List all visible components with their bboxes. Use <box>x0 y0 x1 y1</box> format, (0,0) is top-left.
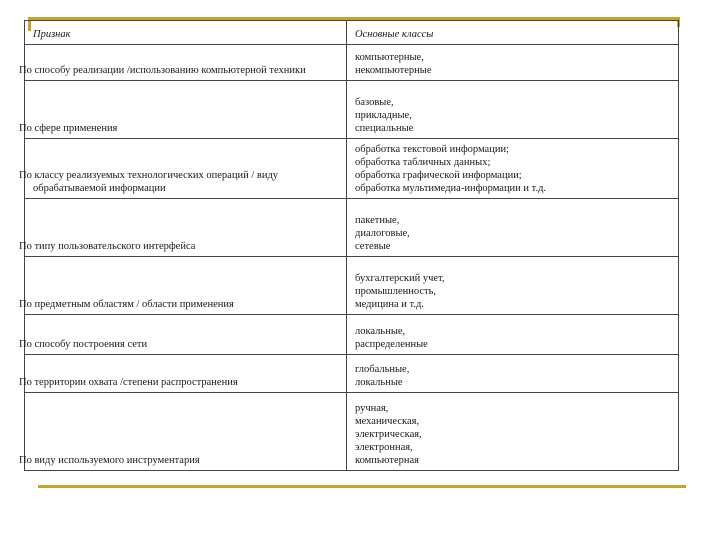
classes-cell <box>347 257 679 315</box>
header-row <box>25 21 679 45</box>
class-item: обработка графической информации; <box>355 170 522 181</box>
classes-cell <box>347 393 679 471</box>
class-item: локальные <box>355 377 403 388</box>
class-item: обработка табличных данных; <box>355 157 491 168</box>
class-item: прикладные, <box>355 110 412 121</box>
table-row <box>25 139 679 199</box>
feature-cell: По предметным областям / области применения <box>25 257 347 315</box>
table-row <box>25 355 679 393</box>
classes-cell <box>347 315 679 355</box>
header-feature: Признак <box>25 21 347 45</box>
class-item: компьютерные, <box>355 52 424 63</box>
class-item: распределенные <box>355 339 428 350</box>
class-item: обработка мультимедиа-информации и т.д. <box>355 183 547 194</box>
class-item: некомпьютерные <box>355 65 432 76</box>
classes-cell <box>347 199 679 257</box>
table-body <box>19 45 679 471</box>
class-item: пакетные, <box>355 215 400 226</box>
classes-cell <box>347 139 679 199</box>
class-item: медицина и т.д. <box>355 299 424 310</box>
classification-table <box>19 20 679 471</box>
table-row <box>25 315 679 355</box>
feature-cell: По способу построения сети <box>25 315 347 355</box>
class-item: ручная, <box>355 403 389 414</box>
table-row <box>25 257 679 315</box>
feature-cell: По классу реализуемых технологических операций / виду обрабатываемой информации <box>25 139 347 199</box>
class-item: специальные <box>355 123 414 134</box>
class-item: локальные, <box>355 326 406 337</box>
class-item: электронная, <box>355 442 413 453</box>
class-item: промышленность, <box>355 286 437 297</box>
class-item: сетевые <box>355 241 391 252</box>
feature-cell: По территории охвата /степени распространения <box>25 355 347 393</box>
classes-cell <box>347 45 679 81</box>
class-item: бухгалтерский учет, <box>355 273 445 284</box>
feature-cell: По сфере применения <box>25 81 347 139</box>
feature-cell: По типу пользовательского интерфейса <box>25 199 347 257</box>
table-row <box>25 45 679 81</box>
table-row <box>25 81 679 139</box>
classes-cell <box>347 81 679 139</box>
class-item: компьютерная <box>355 455 419 466</box>
class-item: механическая, <box>355 416 420 427</box>
class-item: диалоговые, <box>355 228 410 239</box>
bottom-gold-rule <box>38 485 686 488</box>
feature-cell: По способу реализации /использованию компьютерной техники <box>25 45 347 81</box>
class-item: глобальные, <box>355 364 410 375</box>
class-item: базовые, <box>355 97 394 108</box>
class-item: электрическая, <box>355 429 422 440</box>
feature-cell: По виду используемого инструментария <box>25 393 347 471</box>
header-classes: Основные классы <box>347 21 679 45</box>
classes-cell <box>347 355 679 393</box>
class-item: обработка текстовой информации; <box>355 144 509 155</box>
table-row <box>25 199 679 257</box>
table-row <box>25 393 679 471</box>
